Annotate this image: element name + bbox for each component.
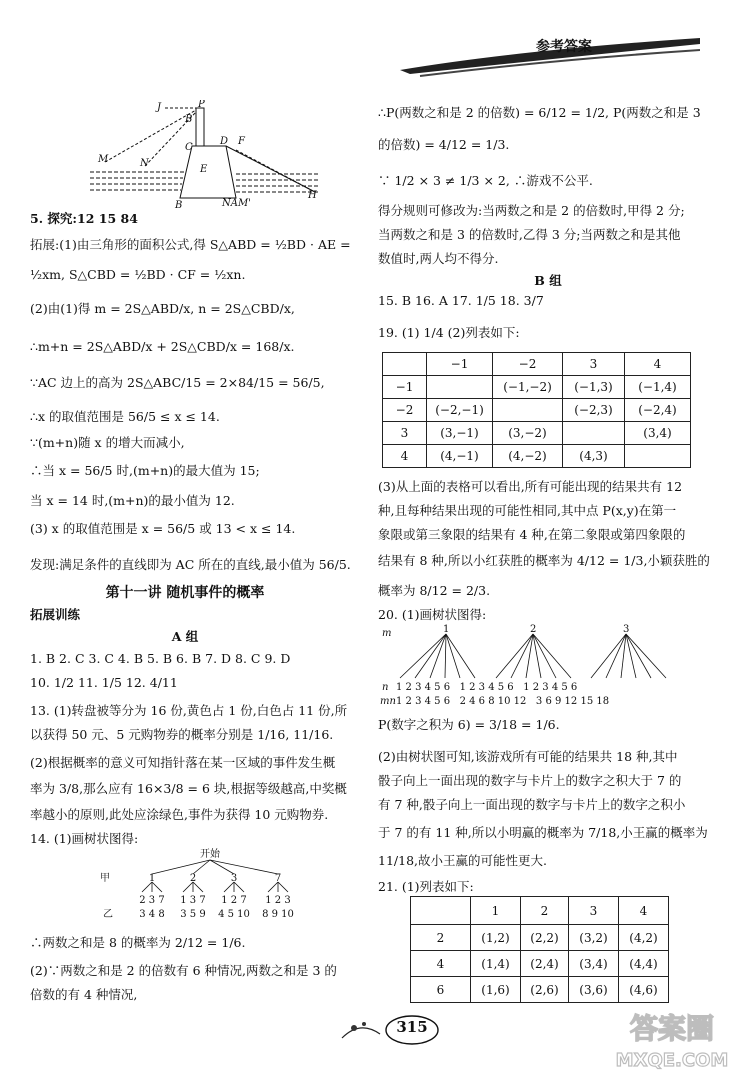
sub-title: 拓展训练 — [30, 607, 81, 622]
tree1-node-7: 7 — [274, 873, 282, 884]
table-row — [383, 399, 691, 422]
right-line-1: ∴P(两数之和是 2 的倍数) = 6/12 = 1/2, P(两数之和是 3 — [378, 105, 701, 120]
table1-cell: 3 — [563, 353, 625, 376]
right-line-19: 于 7 的有 11 种,所以小明赢的概率为 7/18,小王赢的概率为 — [378, 825, 708, 840]
left-line-17: (2)根据概率的意义可知指针落在某一区域的事件发生概 — [30, 755, 336, 770]
left-line-13: 1. B 2. C 3. C 4. B 5. B 6. B 7. D 8. C 9. D — [30, 651, 291, 666]
right-line-10: 种,且每种结果出现的可能性相同,其中点 P(x,y)在第一 — [378, 503, 677, 518]
tree2-n-values: 1 2 3 4 5 6 1 2 3 4 5 6 1 2 3 4 5 6 — [396, 682, 578, 693]
table1-cell: −1 — [383, 376, 427, 399]
left-line-23: 倍数的有 4 种情况, — [30, 987, 138, 1002]
right-line-4: 得分规则可修改为:当两数之和是 2 的倍数时,甲得 2 分; — [378, 203, 685, 218]
right-line-21: 21. (1)列表如下: — [378, 879, 474, 894]
right-line-7: 15. B 16. A 17. 1/5 18. 3/7 — [378, 293, 544, 308]
tree1-row3-label: 乙 — [103, 909, 113, 920]
left-line-21: ∴两数之和是 8 的概率为 2/12 = 1/6. — [30, 935, 246, 950]
table1-cell: (−1,−2) — [493, 376, 563, 399]
table1-cell — [427, 376, 493, 399]
right-line-14: 20. (1)画树状图得: — [378, 607, 487, 622]
table2-cell: (2,6) — [521, 977, 569, 1003]
left-line-22: (2)∵两数之和是 2 的倍数有 6 种情况,两数之和是 3 的 — [30, 963, 337, 978]
right-line-13: 概率为 8/12 = 2/3. — [378, 583, 491, 598]
right-line-11: 象限或第三象限的结果有 4 种,在第二象限或第四象限的 — [378, 527, 686, 542]
tree1-node-1: 1 — [148, 873, 156, 884]
fig-label-P: P — [198, 100, 205, 110]
table1-cell: (−2,4) — [625, 399, 691, 422]
table1-cell: (3,−1) — [427, 422, 493, 445]
fig-label-M: M — [98, 154, 109, 165]
table-row — [383, 422, 691, 445]
table2-cell: (3,6) — [569, 977, 619, 1003]
tree1-sum-7: 8 9 10 — [262, 909, 294, 920]
table-19 — [382, 352, 691, 468]
fig-label-E: E — [200, 164, 208, 175]
right-line-18: 有 7 种,骰子向上一面出现的数字与卡片上的数字之积小 — [378, 797, 686, 812]
svg-text:答案圈: 答案圈 — [629, 1012, 715, 1045]
right-line-5: 当两数之和是 3 的倍数时,乙得 3 分;当两数之和是其他 — [378, 227, 681, 242]
tree1-leaf-2: 1 3 7 — [180, 895, 206, 906]
fig-label-J: J — [157, 102, 162, 113]
table1-cell: (−1,4) — [625, 376, 691, 399]
table1-cell: 3 — [383, 422, 427, 445]
fig-label-B2: B — [175, 200, 183, 210]
header-title: 参考答案 — [536, 39, 592, 55]
left-line-10: 当 x = 14 时,(m+n)的最小值为 12. — [30, 493, 235, 508]
svg-text:MXQE.COM: MXQE.COM — [615, 1050, 729, 1071]
tree1-leaf-7: 1 2 3 — [265, 895, 291, 906]
tree2-root-2: 2 — [530, 624, 537, 635]
right-line-9: (3)从上面的表格可以看出,所有可能出现的结果共有 12 — [378, 479, 683, 494]
table2-cell: (3,2) — [569, 925, 619, 951]
tree2-mn-values: 1 2 3 4 5 6 2 4 6 8 10 12 3 6 9 12 15 18 — [396, 696, 610, 707]
table1-cell: 4 — [625, 353, 691, 376]
left-line-6: ∵AC 边上的高为 2S△ABC/15 = 2×84/15 = 56/5, — [30, 375, 325, 390]
table1-cell: −1 — [427, 353, 493, 376]
tree2-root-1: 1 — [443, 624, 450, 635]
fig-label-B1: B — [185, 114, 193, 125]
table2-cell: 4 — [619, 897, 669, 925]
left-line-14: 10. 1/2 11. 1/5 12. 4/11 — [30, 675, 178, 690]
table2-cell: 1 — [471, 897, 521, 925]
page-number-ornament — [340, 1012, 450, 1048]
tree1-sum-1: 3 4 8 — [139, 909, 165, 920]
table1-cell: (−2,3) — [563, 399, 625, 422]
left-line-8: ∵(m+n)随 x 的增大而减小, — [30, 435, 185, 450]
tree1-leaf-1: 2 3 7 — [139, 895, 165, 906]
left-line-19: 率越小的原则,此处应涂绿色,事件为获得 10 元购物券. — [30, 807, 329, 822]
fig-label-D: D — [220, 136, 229, 147]
table1-header-row — [383, 353, 691, 376]
table1-cell: −2 — [383, 399, 427, 422]
table2-cell: 2 — [521, 897, 569, 925]
tree1-sum-3: 4 5 10 — [218, 909, 250, 920]
left-line-18: 率为 3/8,那么应有 16×3/8 = 6 块,根据等级越高,中奖概 — [30, 781, 347, 796]
tree1-node-2: 2 — [189, 873, 197, 884]
right-line-20: 11/18,故小王赢的可能性更大. — [378, 853, 547, 868]
section-title: 第十一讲 随机事件的概率 — [105, 585, 265, 601]
table-row — [411, 925, 669, 951]
table2-header-row — [411, 897, 669, 925]
table1-cell: −2 — [493, 353, 563, 376]
left-line-5: ∴m+n = 2S△ABD/x + 2S△CBD/x = 168/x. — [30, 339, 295, 354]
tree2-root-3: 3 — [623, 624, 630, 635]
table2-cell: (4,2) — [619, 925, 669, 951]
watermark-logo — [602, 1004, 742, 1074]
group-a-title: A 组 — [171, 629, 199, 644]
page-number: 315 — [396, 1018, 428, 1036]
left-line-16: 以获得 50 元、5 元购物券的概率分别是 1/16, 11/16. — [30, 727, 334, 742]
table-row — [411, 977, 669, 1003]
table1-cell: 4 — [383, 445, 427, 468]
table2-cell: 6 — [411, 977, 471, 1003]
fig-label-C: C — [185, 142, 193, 153]
left-line-3: ½xm, S△CBD = ½BD · CF = ½xn. — [30, 267, 246, 282]
right-line-16: (2)由树状图可知,该游戏所有可能的结果共 18 种,其中 — [378, 749, 678, 764]
fig-label-H: H — [308, 190, 317, 201]
tree-diagram-1 — [60, 848, 320, 928]
table1-cell: (4,3) — [563, 445, 625, 468]
left-line-2: 拓展:(1)由三角形的面积公式,得 S△ABD = ½BD · AE = — [30, 237, 351, 252]
table1-cell: (−2,−1) — [427, 399, 493, 422]
fig-label-N: N — [140, 158, 149, 169]
tree2-m-label: m — [382, 628, 392, 639]
left-line-11: (3) x 的取值范围是 x = 56/5 或 13 < x ≤ 14. — [30, 521, 296, 536]
table2-cell: 2 — [411, 925, 471, 951]
table1-cell: (4,−1) — [427, 445, 493, 468]
table2-cell: (3,4) — [569, 951, 619, 977]
left-line-15: 13. (1)转盘被等分为 16 份,黄色占 1 份,白色占 11 份,所 — [30, 703, 348, 718]
table1-cell: (3,4) — [625, 422, 691, 445]
left-line-7: ∴x 的取值范围是 56/5 ≤ x ≤ 14. — [30, 409, 220, 424]
table2-cell: (2,4) — [521, 951, 569, 977]
right-line-2: 的倍数) = 4/12 = 1/3. — [378, 137, 510, 152]
table1-cell — [625, 445, 691, 468]
tree2-n-label: n — [382, 682, 389, 693]
table2-cell: (1,2) — [471, 925, 521, 951]
fig-label-NAM: NAM' — [222, 198, 251, 209]
fig-label-F: F — [238, 136, 245, 147]
table2-cell: (2,2) — [521, 925, 569, 951]
table2-cell: 4 — [411, 951, 471, 977]
right-line-15: P(数字之积为 6) = 3/18 = 1/6. — [378, 717, 560, 732]
left-line-9: ∴当 x = 56/5 时,(m+n)的最大值为 15; — [30, 463, 260, 478]
table-row — [383, 376, 691, 399]
table1-cell — [493, 399, 563, 422]
right-line-3: ∵ 1/2 × 3 ≠ 1/3 × 2, ∴游戏不公平. — [378, 173, 593, 188]
left-line-12: 发现:满足条件的直线即为 AC 所在的直线,最小值为 56/5. — [30, 557, 351, 572]
tree2-mn-label: mn — [380, 696, 396, 707]
table-21 — [410, 896, 669, 1003]
tree1-root: 开始 — [200, 849, 220, 860]
left-line-4: (2)由(1)得 m = 2S△ABD/x, n = 2S△CBD/x, — [30, 301, 295, 316]
right-line-8: 19. (1) 1/4 (2)列表如下: — [378, 325, 520, 340]
left-line-1: 5. 探究:12 15 84 — [30, 211, 138, 226]
table2-cell: (4,4) — [619, 951, 669, 977]
table2-cell: (1,4) — [471, 951, 521, 977]
tree1-sum-2: 3 5 9 — [180, 909, 206, 920]
table1-cell: (−1,3) — [563, 376, 625, 399]
geometry-figure — [90, 100, 330, 210]
table-row — [411, 951, 669, 977]
right-line-17: 骰子向上一面出现的数字与卡片上的数字之积大于 7 的 — [378, 773, 682, 788]
table2-cell: (1,6) — [471, 977, 521, 1003]
table2-cell — [411, 897, 471, 925]
right-line-6: 数值时,两人均不得分. — [378, 251, 499, 266]
table1-cell: (4,−2) — [493, 445, 563, 468]
right-line-12: 结果有 8 种,所以小红获胜的概率为 4/12 = 1/3,小颖获胜的 — [378, 553, 710, 568]
left-line-20: 14. (1)画树状图得: — [30, 831, 139, 846]
table1-cell — [563, 422, 625, 445]
table1-cell: (3,−2) — [493, 422, 563, 445]
tree1-row1-label: 甲 — [100, 873, 110, 884]
tree-diagram-2 — [378, 622, 718, 710]
table2-cell: 3 — [569, 897, 619, 925]
tree1-leaf-3: 1 2 7 — [221, 895, 247, 906]
tree1-node-3: 3 — [230, 873, 238, 884]
table1-cell — [383, 353, 427, 376]
table-row — [383, 445, 691, 468]
table2-cell: (4,6) — [619, 977, 669, 1003]
group-b-title: B 组 — [534, 273, 562, 288]
